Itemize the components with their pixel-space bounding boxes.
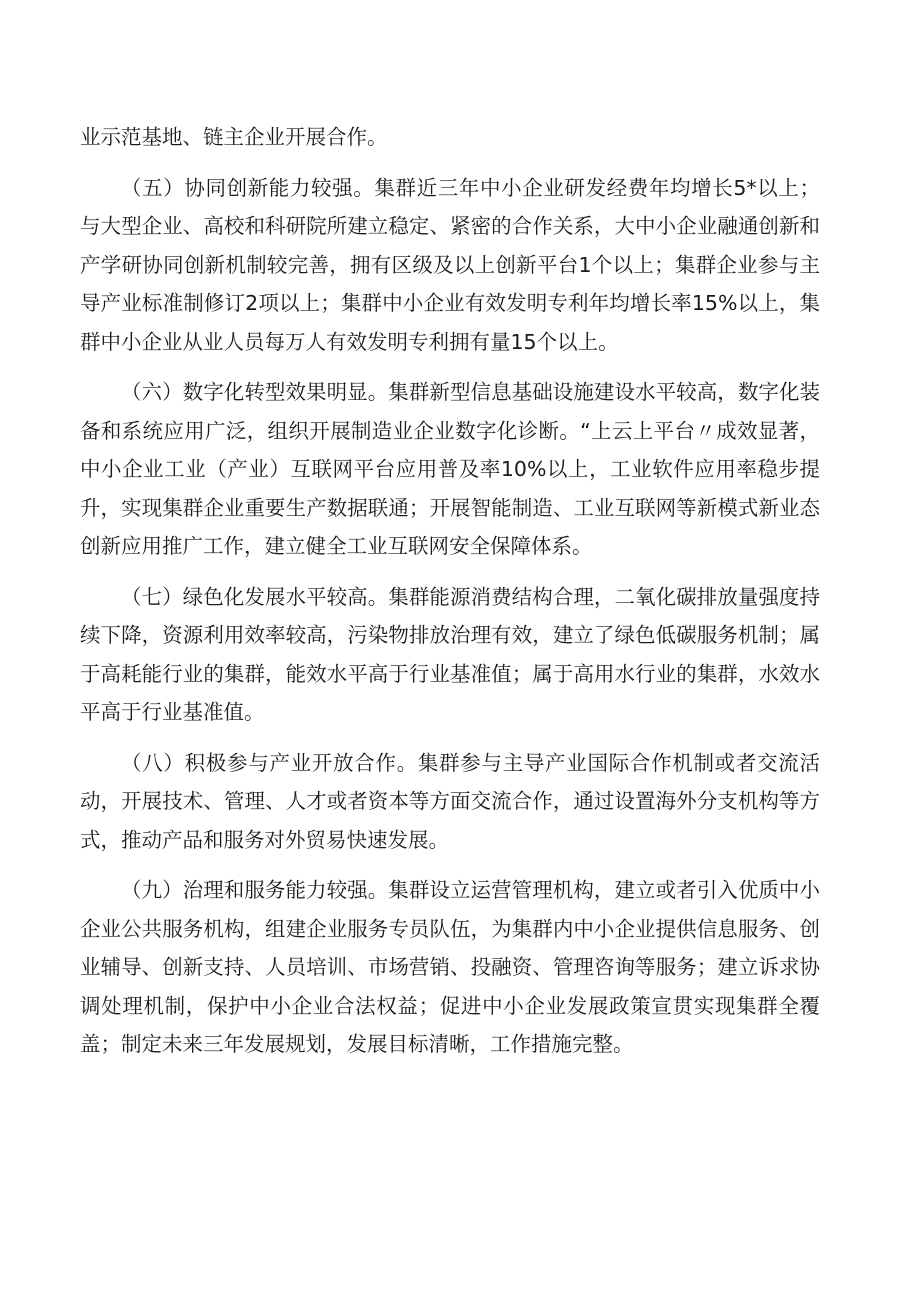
paragraph-section-5: （五）协同创新能力较强。集群近三年中小企业研发经费年均增长5*以上；与大型企业、高校和科研院所建立稳定、紧密的合作关系，大中小企业融通创新和产学研协同创新机制较完善，拥有区级及以上创新平台1个以上；集群企业参与主导产业标准制修订2项以上；集群中小企业有效发明专利年均增长率15%以上，集群中小企业从业人员每万人有效发明专利拥有量15个以上。 [80,175,820,354]
document-page [80,118,820,1076]
paragraph-intro-continuation: 业示范基地、链主企业开展合作。 [80,125,388,149]
paragraph-section-6: （六）数字化转型效果明显。集群新型信息基础设施建设水平较高，数字化装备和系统应用广泛，组织开展制造业企业数字化诊断。“上云上平台〃成效显著，中小企业工业（产业）互联网平台应用普及率10%以上，工业软件应用率稳步提升，实现集群企业重要生产数据联通；开展智能制造、工业互联网等新模式新业态创新应用推广工作，建立健全工业互联网安全保障体系。 [80,380,820,558]
paragraph-section-8: （八）积极参与产业开放合作。集群参与主导产业国际合作机制或者交流活动，开展技术、管理、人才或者资本等方面交流合作，通过设置海外分支机构等方式，推动产品和服务对外贸易快速发展。 [80,750,820,852]
paragraph-section-9: （九）治理和服务能力较强。集群设立运营管理机构，建立或者引入优质中小企业公共服务机构，组建企业服务专员队伍，为集群内中小企业提供信息服务、创业辅导、创新支持、人员培训、市场营销、投融资、管理咨询等服务；建立诉求协调处理机制，保护中小企业合法权益；促进中小企业发展政策宣贯实现集群全覆盖；制定未来三年发展规划，发展目标清晰，工作措施完整。 [80,878,820,1056]
paragraph-section-7: （七）绿色化发展水平较高。集群能源消费结构合理，二氧化碳排放量强度持续下降，资源利用效率较高，污染物排放治理有效，建立了绿色低碳服务机制；属于高耗能行业的集群，能效水平高于行业基准值；属于高用水行业的集群，水效水平高于行业基准值。 [80,584,820,724]
